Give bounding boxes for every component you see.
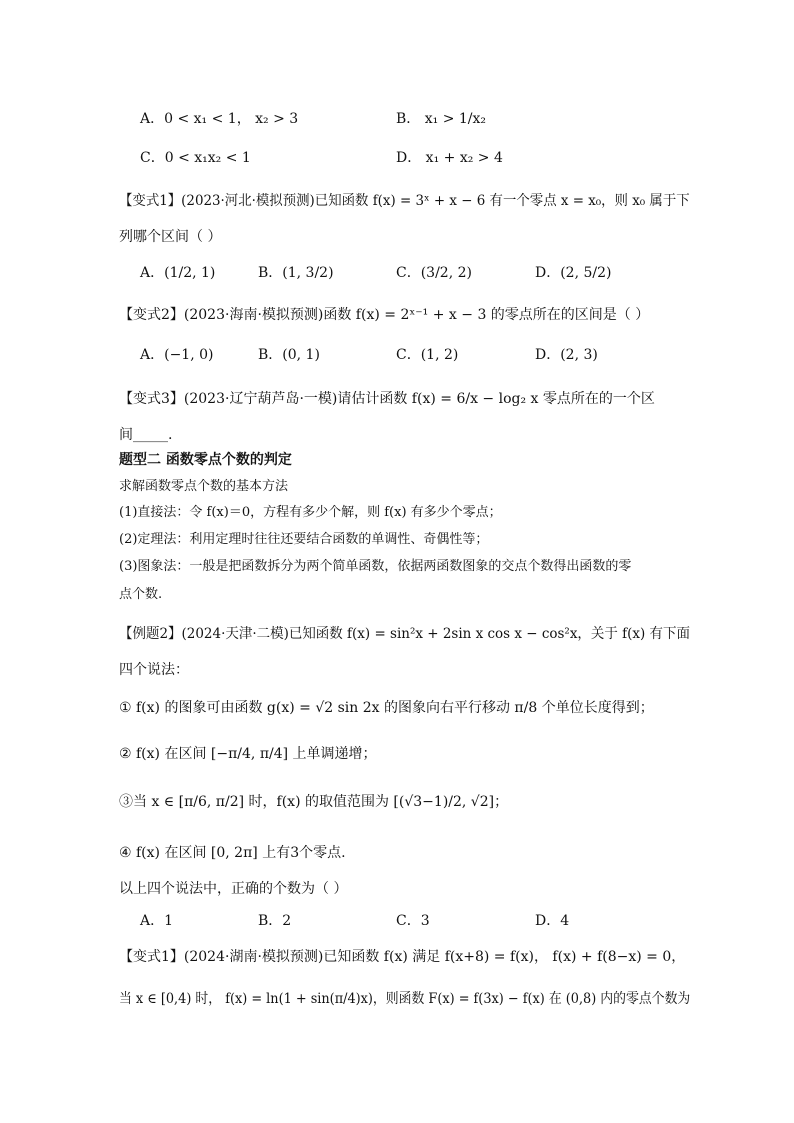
method-2: (2)定理法：利用定理时往往还要结合函数的单调性、奇偶性等； (119, 532, 489, 547)
option-a: A．0 < x₁ < 1， x₂ > 3 (140, 111, 299, 127)
variant3-line1: 【变式3】(2023·辽宁葫芦岛·一模)请估计函数 f(x) = 6/x − log₂ x 零点所在的一个区 (119, 391, 655, 407)
example2-line2: 四个说法： (119, 662, 189, 678)
variant2-option-c: C．(1, 2) (396, 347, 459, 363)
variant1-option-b: B．(1, 3/2) (258, 265, 334, 281)
example2-option-d: D．4 (535, 913, 570, 929)
example2-question: 以上四个说法中，正确的个数为（ ） (119, 881, 348, 897)
statement-1: ① f(x) 的图象可由函数 g(x) = √2 sin 2x 的图象向右平行移动 π/8 个单位长度得到； (119, 700, 654, 716)
example2-line1: 【例题2】(2024·天津·二模)已知函数 f(x) = sin²x + 2sin x cos x − cos²x，关于 f(x) 有下面 (119, 626, 690, 642)
variant1-option-d: D．(2, 5/2) (535, 265, 612, 281)
variant1-line2: 列哪个区间（ ） (119, 229, 222, 245)
statement-4: ④ f(x) 在区间 [0, 2π] 上有3个零点. (119, 845, 346, 861)
variant2-option-d: D．(2, 3) (535, 347, 598, 363)
example2-option-a: A．1 (140, 913, 174, 929)
option-b: B． x₁ > 1/x₂ (396, 111, 487, 127)
variant1b-line2: 当 x ∈ [0,4) 时， f(x) = ln(1 + sin(π/4)x)，则函数 F(x) = f(3x) − f(x) 在 (0,8) 内的零点个数为 (119, 991, 691, 1007)
option-d: D． x₁ + x₂ > 4 (396, 150, 503, 166)
section-title: 题型二 函数零点个数的判定 (119, 452, 292, 468)
statement-2: ② f(x) 在区间 [−π/4, π/4] 上单调递增； (119, 746, 377, 762)
example2-option-c: C．3 (396, 913, 430, 929)
variant2-option-a: A．(−1, 0) (140, 347, 214, 363)
variant1b-line1: 【变式1】(2024·湖南·模拟预测)已知函数 f(x) 满足 f(x+8) = f(x)， f(x) + f(8−x) = 0， (119, 949, 686, 965)
method-3-cont: 点个数. (119, 587, 163, 602)
method-intro: 求解函数零点个数的基本方法 (119, 479, 289, 494)
option-c: C．0 < x₁x₂ < 1 (140, 150, 251, 166)
variant2-line1: 【变式2】(2023·海南·模拟预测)函数 f(x) = 2ˣ⁻¹ + x − 3 的零点所在的区间是（ ） (119, 307, 650, 323)
method-1: (1)直接法：令 f(x)＝0，方程有多少个解，则 f(x) 有多少个零点； (119, 505, 502, 520)
statement-3: ③当 x ∈ [π/6, π/2] 时，f(x) 的取值范围为 [(√3−1)/2, √2]； (119, 794, 509, 810)
variant1-option-c: C．(3/2, 2) (396, 265, 472, 281)
example2-option-b: B．2 (258, 913, 292, 929)
method-3: (3)图象法：一般是把函数拆分为两个简单函数，依据两函数图象的交点个数得出函数的零 (119, 559, 632, 574)
variant1-option-a: A．(1/2, 1) (140, 265, 216, 281)
variant3-line2: 间_____. (119, 427, 173, 443)
variant1-line1: 【变式1】(2023·河北·模拟预测)已知函数 f(x) = 3ˣ + x − 6 有一个零点 x = x₀，则 x₀ 属于下 (119, 193, 690, 209)
variant2-option-b: B．(0, 1) (258, 347, 320, 363)
